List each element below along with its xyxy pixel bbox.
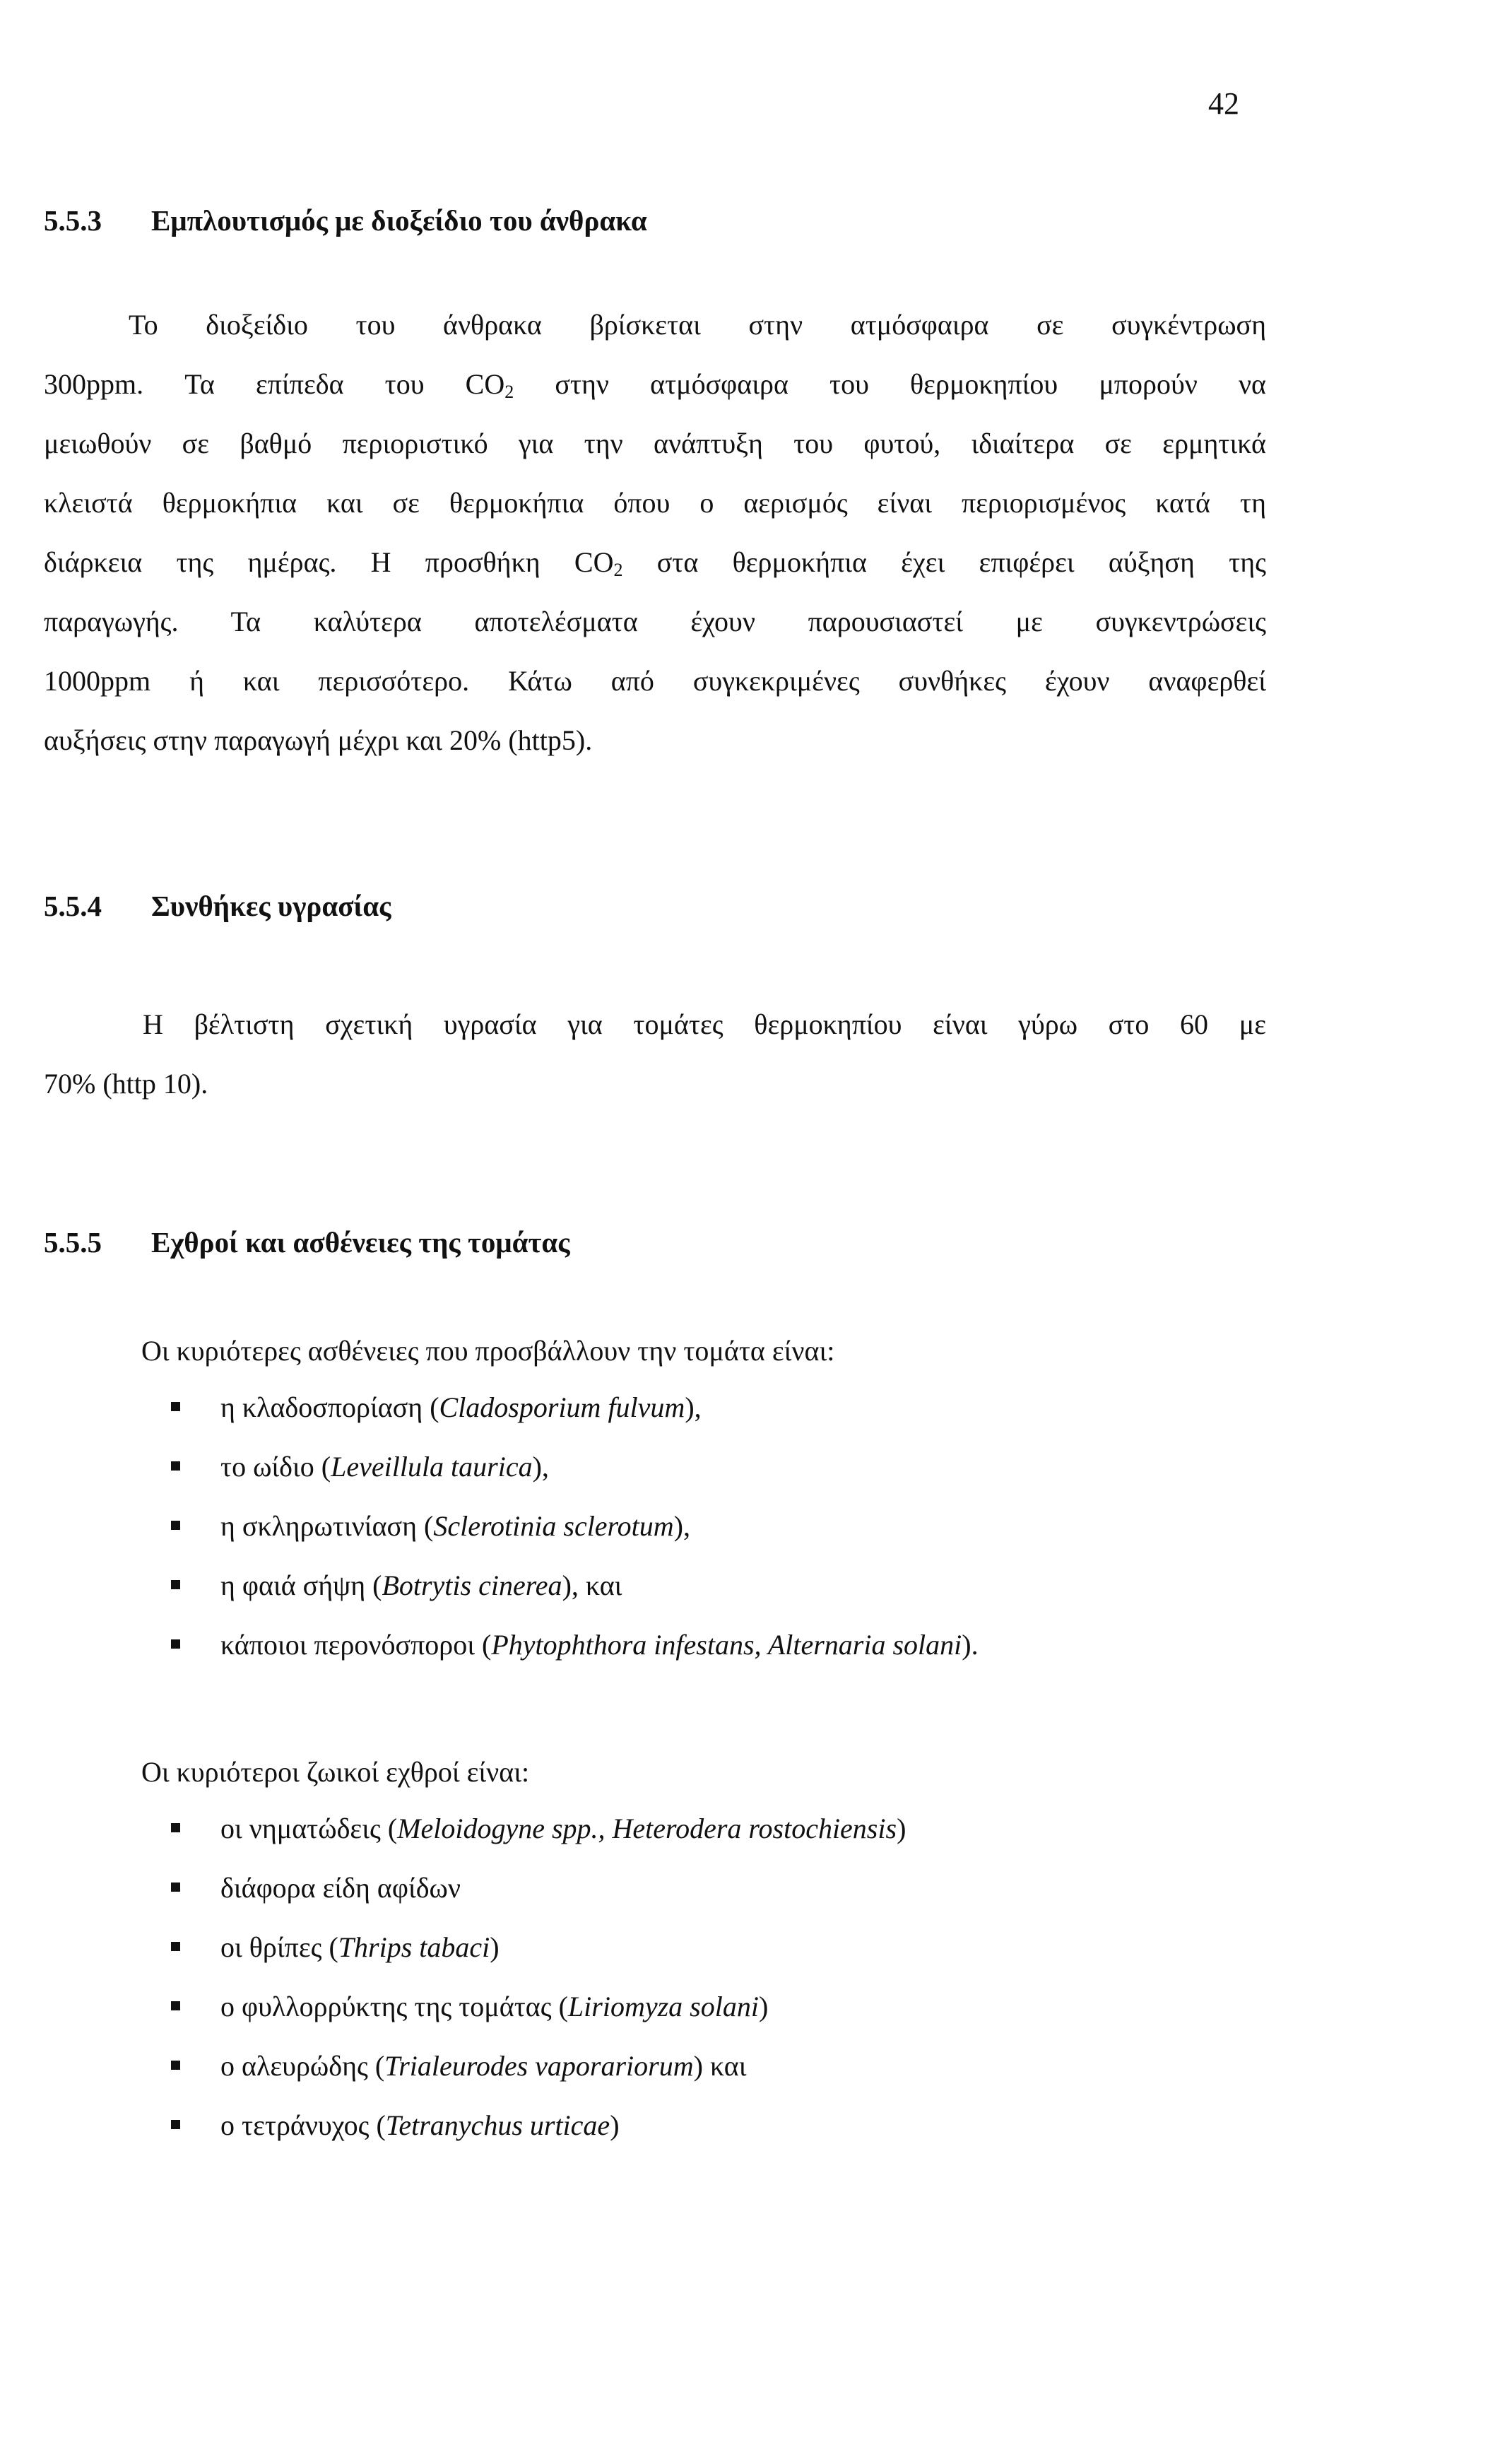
bullet-icon xyxy=(171,1580,180,1589)
section-heading-5-5-5 xyxy=(44,1228,570,1257)
paragraph-line: κλειστά θερμοκήπια και σε θερμοκήπια όπου ο αερισμός είναι περιορισμένος κατά τη xyxy=(44,487,1266,519)
bullet-icon xyxy=(171,1402,180,1411)
paragraph-line: 1000ppm ή και περισσότερο. Κάτω από συγκεκριμένες συνθήκες έχουν αναφερθεί xyxy=(44,665,1266,697)
section-title: Εμπλουτισμός με διοξείδιο του άνθρακα xyxy=(151,204,647,237)
bullet-icon xyxy=(171,2120,180,2129)
section-title: Εχθροί και ασθένειες της τομάτας xyxy=(151,1226,570,1259)
paragraph-line: παραγωγής. Τα καλύτερα αποτελέσματα έχουν παρουσιαστεί με συγκεντρώσεις xyxy=(44,606,1266,637)
bullet-icon xyxy=(171,2001,180,2010)
bullet-icon xyxy=(171,1461,180,1471)
bullet-icon xyxy=(171,1823,180,1832)
section-title: Συνθήκες υγρασίας xyxy=(151,890,391,922)
paragraph-line: 300ppm. Τα επίπεδα του $CO_2$ στην ατμόσφαιρα του θερμοκηπίου μπορούν να xyxy=(44,368,1267,402)
document-page: 42 5.5.3 Εμπλουτισμός με διοξείδιο του άνθρακα Το διοξείδιο του άνθρακα βρίσκεται στην ατμόσφαιρα σε συγκέντρωση 300ppm. Τα επίπεδα του $CO_2$ στην ατμόσφαιρα του θερμοκηπίου μπορούν να μειωθούν σε βαθμό περιοριστικό για την ανάπτυξη του φυτού, ιδιαίτερα σε ερμητικά κλειστά θερμοκήπια και σε θερμοκήπια όπου ο αερισμός είναι περιορισμένος κατά τη διάρκεια της ημέρας. Η προσθήκη $CO_2$ στα θερμοκήπια έχει επιφέρει αύξηση της παραγωγής. Τα καλύτερα αποτελέσματα έχουν παρουσιαστεί με συγκεντρώσεις 1000ppm ή και περισσότερο. Κάτω από συγκεκριμένες συνθήκες έχουν αναφερθεί αυξήσεις στην παραγωγή μέχρι και 20% (http5). 5.5.4 Συνθήκες υγρασίας Η βέλτιστη σχετική υγρασία για τομάτες θερμοκηπίου είναι γύρω στο 60 με 70% (http 10). 5.5.5 Εχθροί και ασθένειες της τομάτας Οι κυριότερες ασθένειες που προσβάλλουν την τομάτα είναι: η κλαδοσπορίαση (Cladosporium fulvum), το ωίδιο (Leveillula taurica), η σκληρωτινίαση (Sclerotinia sclerotum), η φαιά σήψη (Botrytis cinerea), και κάποιοι περονόσποροι (Phytophthora infestans, Alternaria solani). Οι κυριότεροι ζωικοί εχθροί είναι: οι νηματώδεις (Meloidogyne spp., Heterodera rostochiensis) διάφορα είδη αφίδων οι θρίπες (Thrips tabaci) ο φυλλορρύκτης της τομάτας (Liriomyza solani) ο αλευρώδης (Trialeurodes vaporariorum) και ο τετράνυχος (Tetranychus urticae) xyxy=(44,86,1267,2141)
pests-intro: Οι κυριότεροι ζωικοί εχθροί είναι: xyxy=(141,1756,530,1788)
paragraph-line: μειωθούν σε βαθμό περιοριστικό για την ανάπτυξη του φυτού, ιδιαίτερα σε ερμητικά xyxy=(44,428,1266,459)
bullet-icon xyxy=(171,1883,180,1892)
paragraph-line: διάρκεια της ημέρας. Η προσθήκη $CO_2$ στα θερμοκήπια έχει επιφέρει αύξηση της xyxy=(44,546,1266,580)
section-heading-5-5-3 xyxy=(44,206,647,235)
bullet-icon xyxy=(171,2061,180,2070)
paragraph-line: 70% (http 10). xyxy=(44,1068,208,1100)
section-number: 5.5.5 xyxy=(44,1226,102,1259)
bullet-icon xyxy=(171,1521,180,1530)
paragraph-line: Η βέλτιστη σχετική υγρασία για τομάτες θερμοκηπίου είναι γύρω στο 60 με xyxy=(143,1008,1266,1040)
bullet-icon xyxy=(171,1639,180,1649)
section-number: 5.5.3 xyxy=(44,204,102,237)
paragraph-line: αυξήσεις στην παραγωγή μέχρι και 20% (http5). xyxy=(44,724,593,756)
diseases-intro: Οι κυριότερες ασθένειες που προσβάλλουν την τομάτα είναι: xyxy=(141,1335,835,1367)
page-number: 42 xyxy=(1208,86,1239,121)
paragraph-line: Το διοξείδιο του άνθρακα βρίσκεται στην ατμόσφαιρα σε συγκέντρωση xyxy=(129,309,1266,341)
section-number: 5.5.4 xyxy=(44,890,102,922)
bullet-icon xyxy=(171,1942,180,1951)
section-heading-5-5-4 xyxy=(44,892,391,921)
